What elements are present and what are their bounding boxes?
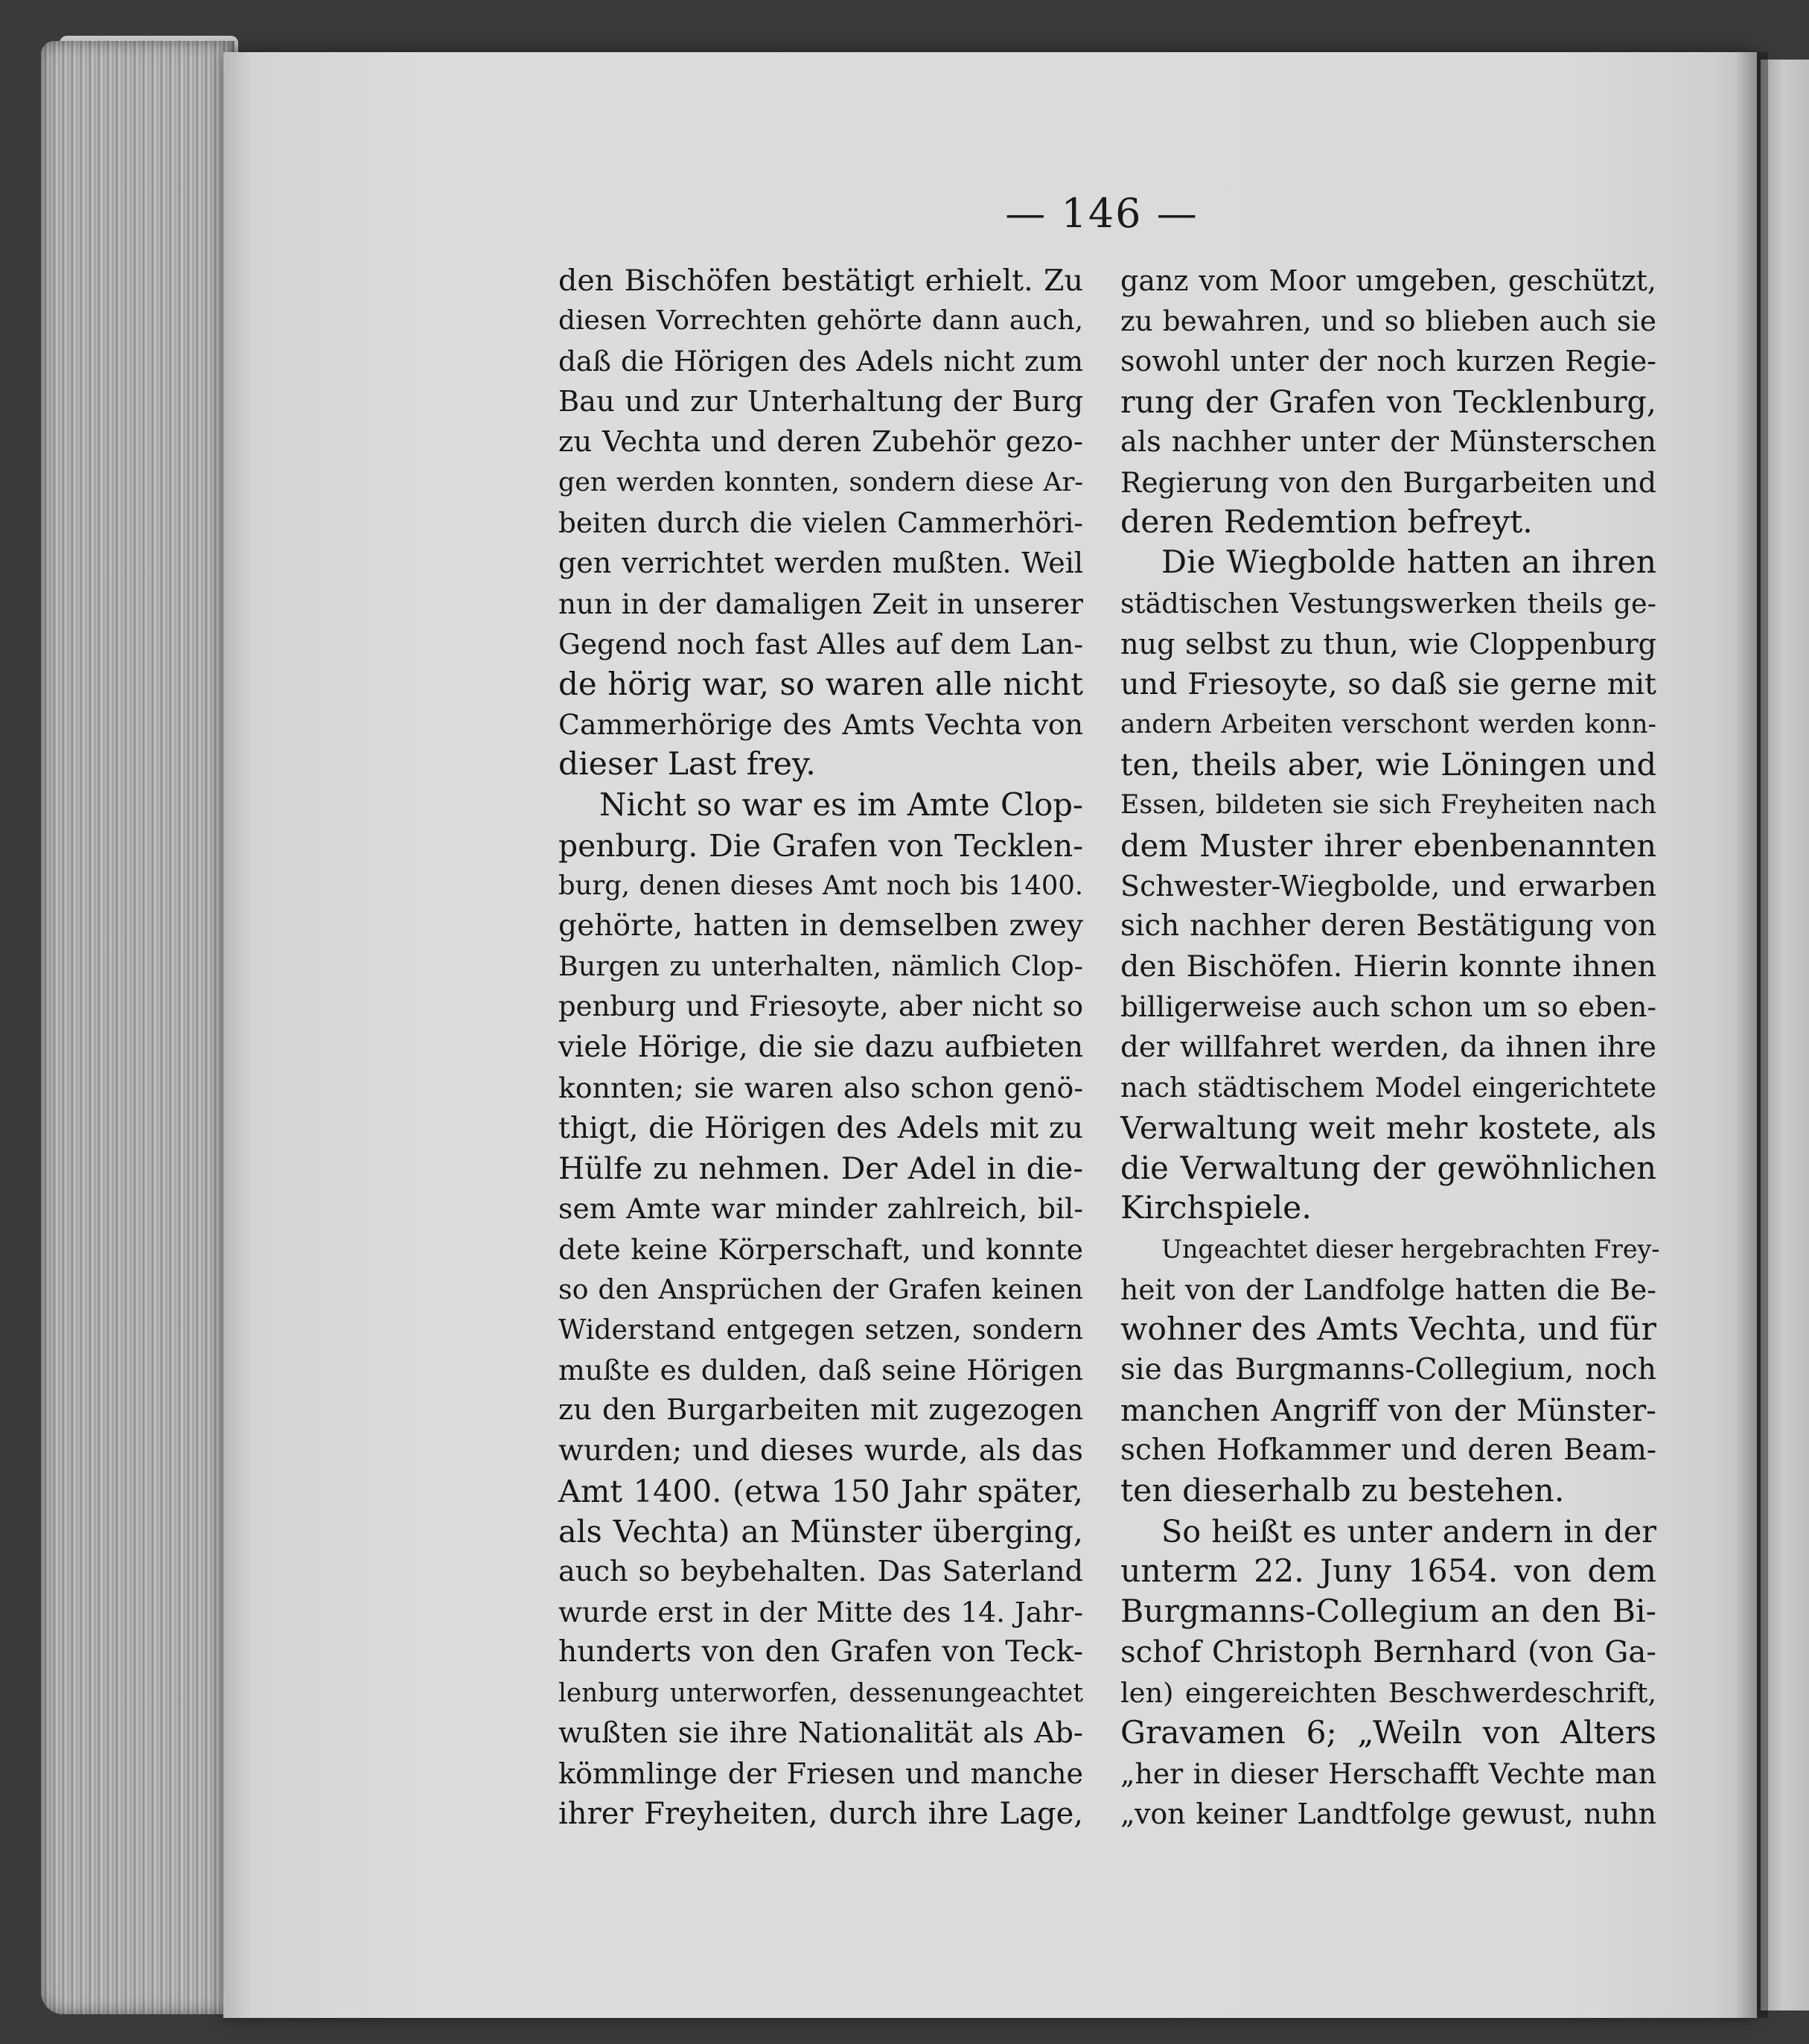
text-line: andern Arbeiten verschont werden konn- [1120,710,1656,740]
text-line: beiten durch die vielen Cammerhöri- [558,506,1083,540]
text-line: wurden; und dieses wurde, als das [558,1433,1083,1468]
text-line: thigt, die Hörigen des Adels mit zu [558,1110,1083,1145]
text-line: schen Hofkammer und deren Beam- [1120,1433,1656,1468]
text-line: Burgmanns-Collegium an den Bi- [1120,1594,1656,1631]
text-line: Hülfe zu nehmen. Der Adel in die- [558,1150,1083,1187]
text-line: de hörig war, so waren alle nicht [558,665,1083,702]
text-line: zu bewahren, und so blieben auch sie [1120,305,1656,338]
text-line: viele Hörige, die sie dazu aufbieten [558,1030,1083,1064]
text-line: Die Wiegbolde hatten an ihren [1161,544,1656,582]
text-line: deren Redemtion befreyt. [1120,504,1533,541]
text-line: nug selbst zu thun, wie Cloppenburg [1120,627,1656,660]
text-line: sie das Burgmanns-Collegium, noch [1120,1353,1656,1387]
text-line: so den Ansprüchen der Grafen keinen [558,1273,1083,1305]
text-line: Bau und zur Unterhaltung der Burg [558,384,1083,418]
text-line: Essen, bildeten sie sich Freyheiten nach [1120,790,1656,821]
text-line: billigerweise auch schon um so eben- [1120,990,1656,1024]
text-line: So heißt es unter andern in der [1161,1513,1656,1550]
text-line: kömmlinge der Friesen und manche [558,1757,1083,1790]
text-line: „her in dieser Herschafft Vechte man [1120,1757,1656,1790]
text-line: gen verrichtet werden mußten. Weil [558,547,1083,580]
text-line: städtischen Vestungswerken theils ge- [1120,587,1656,620]
page-stack-edges [41,41,234,2014]
text-line: manchen Angriff von der Münster- [1120,1392,1656,1429]
text-line: mußte es dulden, daß seine Hörigen [558,1354,1083,1387]
text-line: lenburg unterworfen, dessenungeachtet [558,1678,1083,1708]
text-line: Gravamen 6; „Weiln von Alters [1120,1714,1656,1751]
text-line: sowohl unter der noch kurzen Regie- [1120,345,1656,378]
text-line: len) eingereichten Beschwerdeschrift, [1120,1676,1656,1709]
text-line: sem Amte war minder zahlreich, bil- [558,1192,1083,1226]
text-line: die Verwaltung der gewöhnlichen [1120,1150,1656,1187]
text-line: Widerstand entgegen setzen, sondern [558,1313,1083,1346]
text-line: diesen Vorrechten gehörte dann auch, [558,305,1083,337]
text-line: Kirchspiele. [1120,1190,1312,1227]
text-line: Gegend noch fast Alles auf dem Lan- [558,627,1083,660]
text-line: gehörte, hatten in demselben zwey [558,909,1083,943]
left-text-column [558,261,1083,1834]
text-line: dieser Last frey. [558,746,816,783]
text-line: ten dieserhalb zu bestehen. [1120,1472,1565,1509]
text-line: zu den Burgarbeiten mit zugezogen [558,1393,1083,1427]
text-line: daß die Hörigen des Adels nicht zum [558,345,1083,378]
text-line: der willfahret werden, da ihnen ihre [1120,1030,1656,1064]
text-line: hunderts von den Grafen von Teck- [558,1635,1083,1669]
text-line: den Bischöfen. Hierin konnte ihnen [1120,949,1656,984]
text-line: Regierung von den Burgarbeiten und [1120,465,1656,499]
text-line: Ungeachtet dieser hergebrachten Frey- [1161,1234,1660,1264]
text-line: als nachher unter der Münsterschen [1120,424,1656,459]
text-line: auch so beybehalten. Das Saterland [558,1555,1083,1588]
text-line: Amt 1400. (etwa 150 Jahr später, [558,1472,1083,1509]
text-line: nach städtischem Model eingerichtete [1120,1071,1656,1104]
text-line: schof Christoph Bernhard (von Ga- [1120,1635,1656,1670]
text-line: „von keiner Landtfolge gewust, nuhn [1120,1798,1656,1831]
page-number: — 146 — [1005,190,1199,237]
text-line: den Bischöfen bestätigt erhielt. Zu [558,264,1083,298]
text-line: als Vechta) an Münster überging, [558,1513,1083,1550]
text-line: dem Muster ihrer ebenbenannten [1120,827,1656,864]
text-line: heit von der Landfolge hatten die Be- [1120,1273,1656,1306]
text-line: unterm 22. Juny 1654. von dem [1120,1553,1656,1590]
text-line: Cammerhörige des Amts Vechta von [558,708,1083,742]
text-line: burg, denen dieses Amt noch bis 1400. [558,870,1083,901]
gutter-shadow [1735,52,1768,2018]
text-line: gen werden konnten, sondern diese Ar- [558,467,1083,497]
text-line: wurde erst in der Mitte des 14. Jahr- [558,1596,1083,1629]
text-line: penburg und Friesoyte, aber nicht so [558,990,1083,1023]
text-line: Schwester-Wiegbolde, und erwarben [1120,869,1656,902]
text-line: wohner des Amts Vechta, und für [1120,1311,1656,1348]
text-line: penburg. Die Grafen von Tecklen- [558,827,1083,864]
text-line: Burgen zu unterhalten, nämlich Clop- [558,950,1083,983]
text-line: Nicht so war es im Amte Clop- [599,786,1083,824]
text-line: sich nachher deren Bestätigung von [1120,909,1656,943]
right-text-column [1120,261,1660,1834]
text-line: und Friesoyte, so daß sie gerne mit [1120,666,1656,701]
text-line: wußten sie ihre Nationalität als Ab- [558,1716,1083,1750]
text-line: ten, theils aber, wie Löningen und [1120,747,1656,783]
text-line: dete keine Körperschaft, und konnte [558,1232,1083,1266]
text-line: nun in der damaligen Zeit in unserer [558,587,1083,620]
text-line: ihrer Freyheiten, durch ihre Lage, [558,1797,1083,1832]
text-line: rung der Grafen von Tecklenburg, [1120,383,1656,420]
text-line: konnten; sie waren also schon genö- [558,1071,1083,1104]
text-line: Verwaltung weit mehr kostete, als [1120,1109,1656,1146]
text-line: zu Vechta und deren Zubehör gezo- [558,424,1083,459]
text-line: ganz vom Moor umgeben, geschützt, [1120,264,1656,297]
